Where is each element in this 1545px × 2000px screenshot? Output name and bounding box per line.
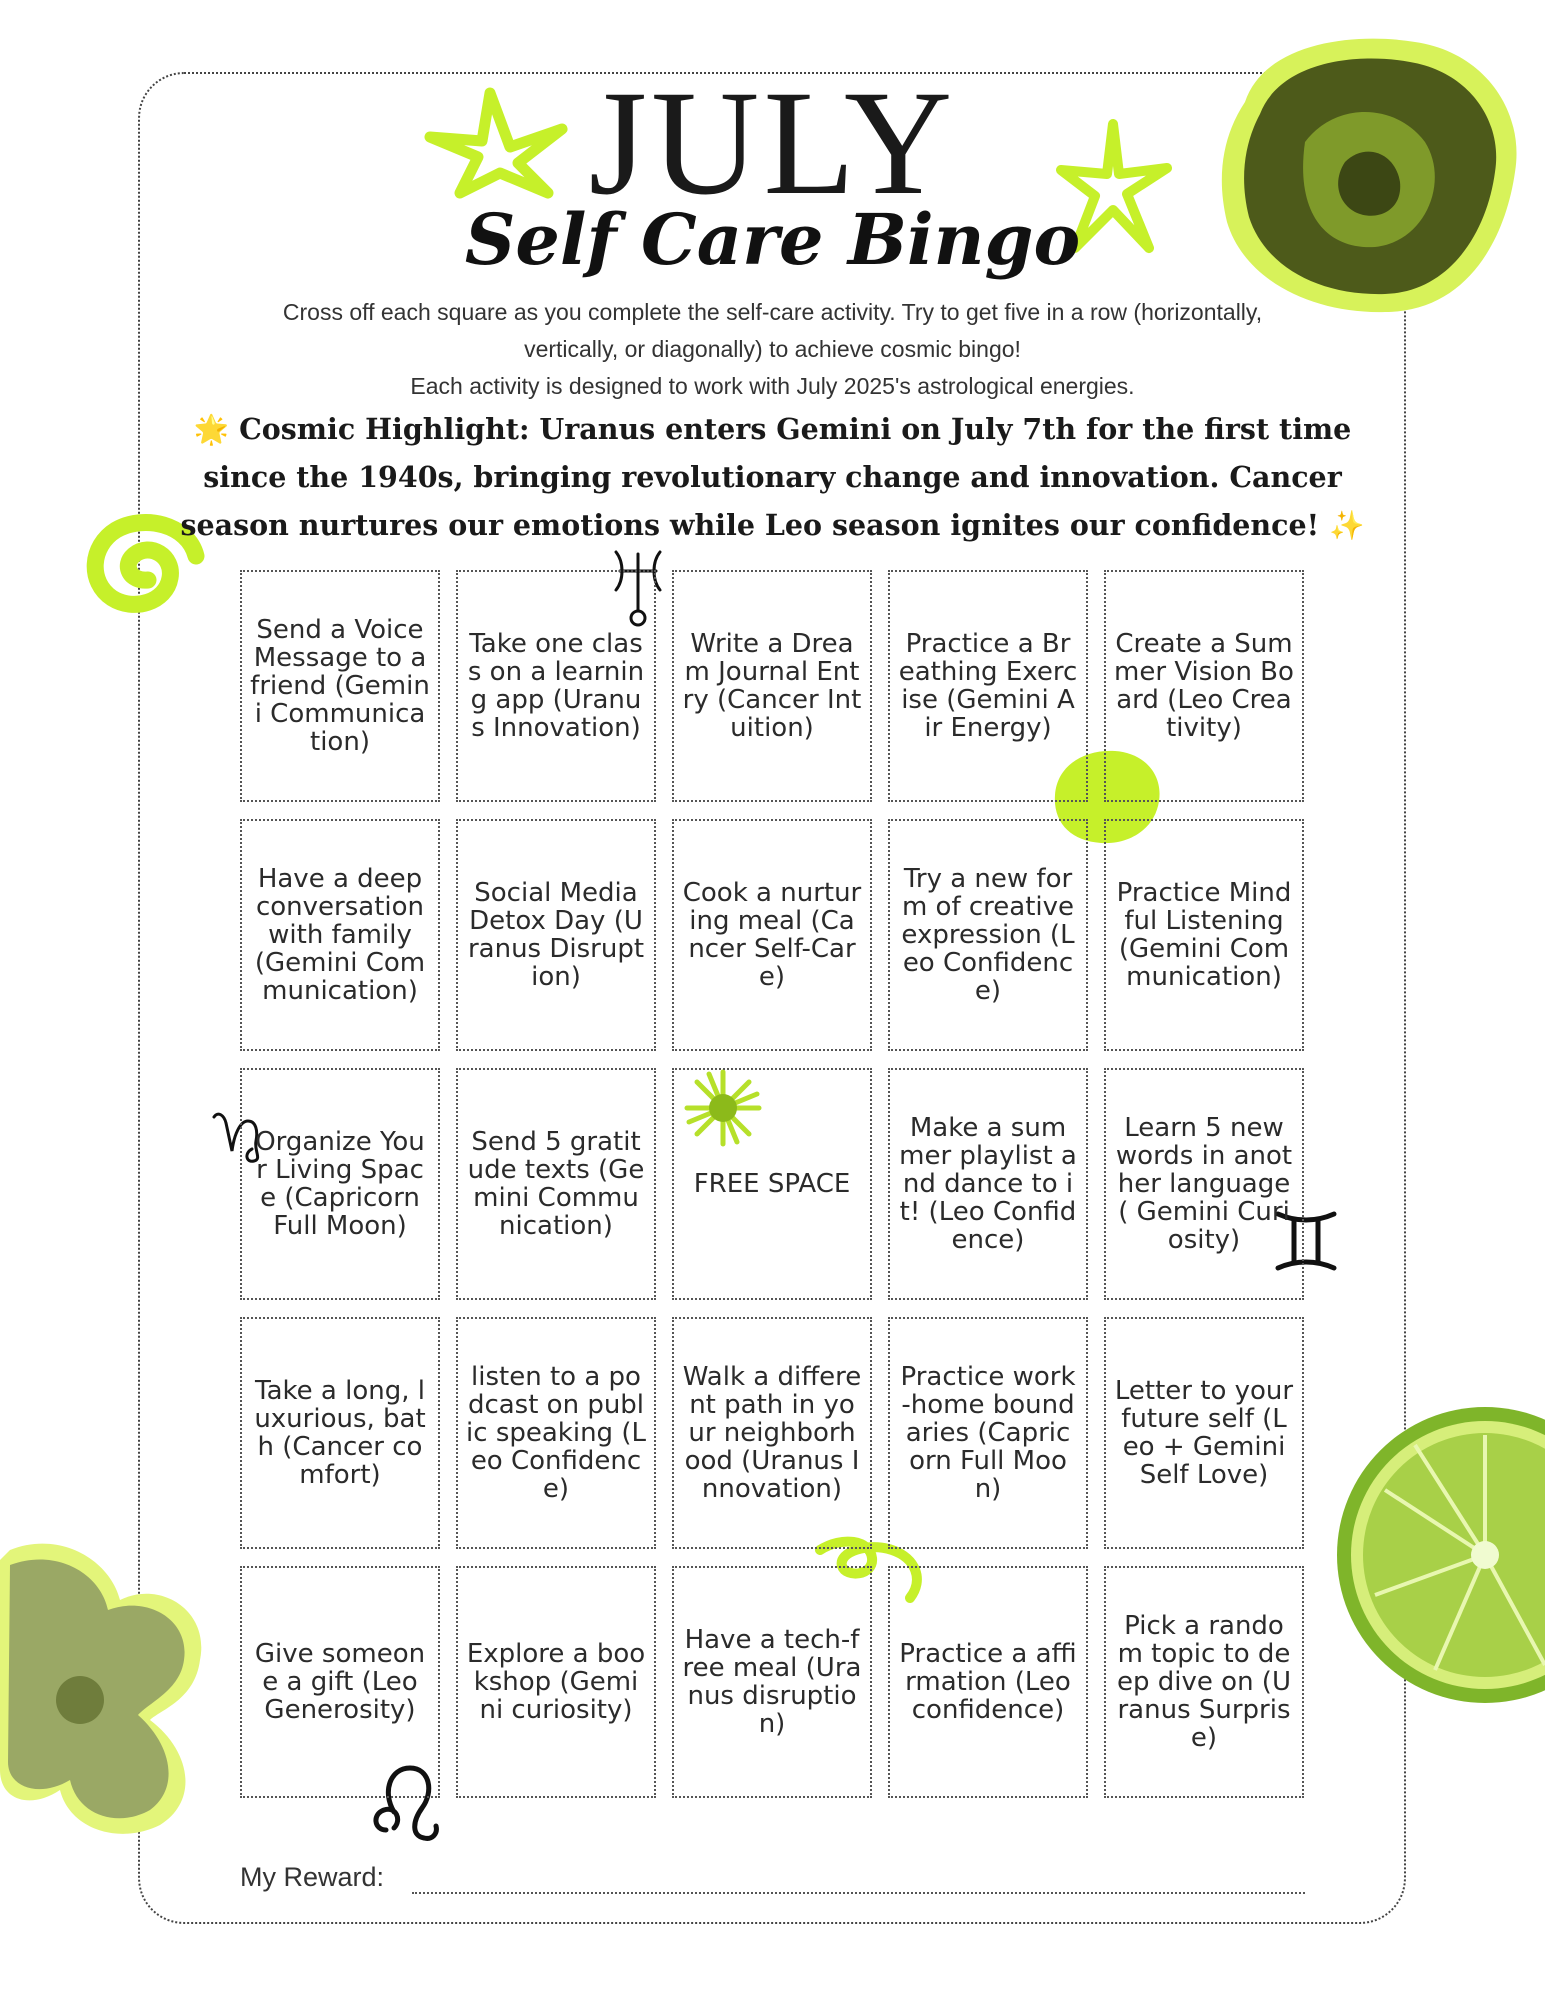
page-subtitle: Self Care Bingo — [464, 198, 1081, 281]
cosmic-highlight: 🌟 Cosmic Highlight: Uranus enters Gemini on July 7th for the first time since the 1940s, bringing revolutionary change and innovation. Cancer season nurtures our emotions while Leo season ignites our confidence! ✨ — [180, 412, 1365, 542]
page-title: JULY — [588, 60, 957, 226]
bingo-cell[interactable]: Give someone a gift (Leo Generosity) — [240, 1566, 440, 1798]
bingo-cell[interactable]: Send 5 gratitude texts (Gemini Communication) — [456, 1068, 656, 1300]
instructions-line-3: Each activity is designed to work with July 2025's astrological energies. — [410, 373, 1135, 399]
bingo-cell[interactable]: Send a Voice Message to a friend (Gemini Communication) — [240, 570, 440, 802]
reward-label: My Reward: — [240, 1862, 385, 1892]
flower-image — [0, 1530, 220, 1840]
bingo-cell[interactable]: Practice a affirmation (Leo confidence) — [888, 1566, 1088, 1798]
bingo-cell[interactable]: Try a new form of creative expression (Leo Confidence) — [888, 819, 1088, 1051]
reward-input-line[interactable] — [412, 1892, 1305, 1894]
bingo-cell[interactable]: Letter to your future self (Leo + Gemini Self Love) — [1104, 1317, 1304, 1549]
bingo-cell[interactable]: Take one class on a learning app (Uranus Innovation) — [456, 570, 656, 802]
bingo-cell[interactable]: listen to a podcast on public speaking (Leo Confidence) — [456, 1317, 656, 1549]
lime-slice-image — [1325, 1405, 1545, 1715]
bingo-cell[interactable]: Social Media Detox Day (Uranus Disruption) — [456, 819, 656, 1051]
bingo-cell[interactable]: Cook a nurturing meal (Cancer Self-Care) — [672, 819, 872, 1051]
bingo-cell-free-space[interactable]: FREE SPACE — [672, 1068, 872, 1300]
bingo-cell[interactable]: Pick a random topic to deep dive on (Uranus Surprise) — [1104, 1566, 1304, 1798]
bingo-cell[interactable]: Explore a bookshop (Gemini curiosity) — [456, 1566, 656, 1798]
bingo-cell[interactable]: Practice a Breathing Exercise (Gemini Air Energy) — [888, 570, 1088, 802]
bingo-cell[interactable]: Make a summer playlist and dance to it! (Leo Confidence) — [888, 1068, 1088, 1300]
bingo-cell[interactable]: Have a tech-free meal (Uranus disruption) — [672, 1566, 872, 1798]
bingo-cell[interactable]: Practice work-home boundaries (Capricorn Full Moon) — [888, 1317, 1088, 1549]
bingo-grid — [240, 570, 1306, 1798]
instructions-line-2: vertically, or diagonally) to achieve cosmic bingo! — [524, 336, 1021, 362]
bingo-cell[interactable]: Take a long, luxurious, bath (Cancer comfort) — [240, 1317, 440, 1549]
bingo-cell[interactable]: Write a Dream Journal Entry (Cancer Intuition) — [672, 570, 872, 802]
instructions — [195, 294, 1350, 405]
bingo-cell[interactable]: Have a deep conversation with family (Gemini Communication) — [240, 819, 440, 1051]
bingo-cell[interactable]: Walk a different path in your neighborhood (Uranus Innovation) — [672, 1317, 872, 1549]
bingo-cell[interactable]: Create a Summer Vision Board (Leo Creativity) — [1104, 570, 1304, 802]
bingo-cell[interactable]: Practice Mindful Listening (Gemini Communication) — [1104, 819, 1304, 1051]
bingo-cell[interactable]: Organize Your Living Space (Capricorn Full Moon) — [240, 1068, 440, 1300]
bingo-cell[interactable]: Learn 5 new words in another language ( Gemini Curiosity) — [1104, 1068, 1304, 1300]
instructions-line-1: Cross off each square as you complete the self-care activity. Try to get five in a row (horizontally, — [282, 299, 1263, 325]
